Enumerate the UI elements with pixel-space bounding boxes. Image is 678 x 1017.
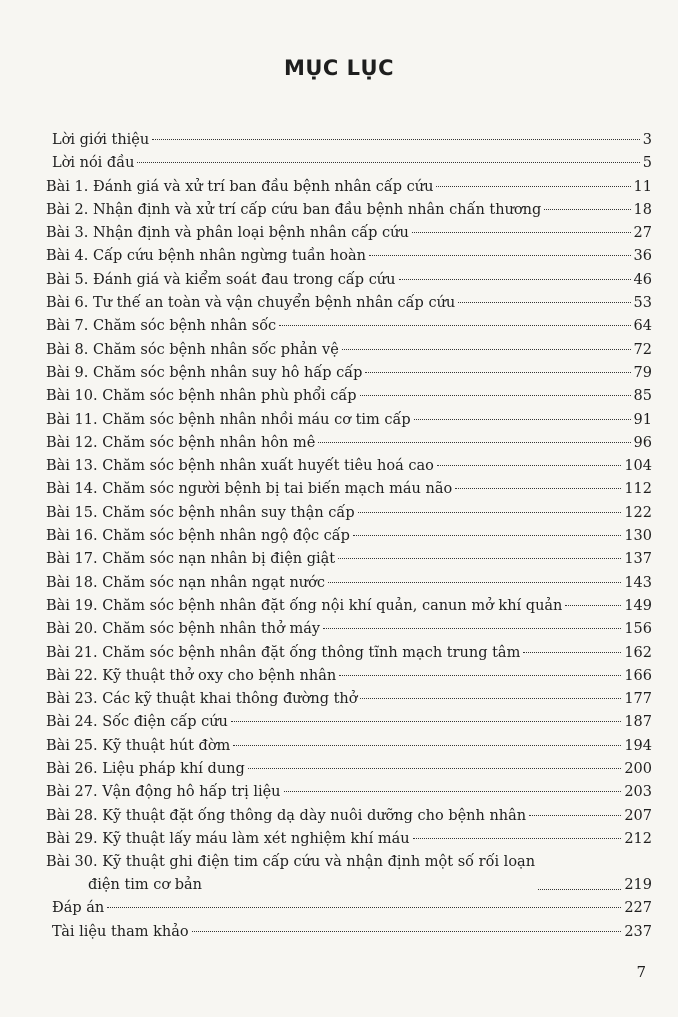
toc-entry	[46, 828, 652, 851]
toc-entry-page: 79	[633, 364, 652, 381]
toc-entry-label: Bài 8. Chăm sóc bệnh nhân sốc phản vệ	[46, 341, 339, 358]
toc-entry-page: 194	[624, 737, 652, 754]
toc-entry-label: Bài 6. Tư thế an toàn và vận chuyển bệnh nhân cấp cứu	[46, 295, 456, 312]
toc-entry-page: 227	[624, 900, 652, 917]
toc-entry-page: 200	[624, 761, 652, 778]
toc-entry-page: 156	[624, 621, 652, 638]
toc-entry	[46, 455, 652, 478]
toc-entry-page: 212	[624, 830, 652, 847]
toc-entry-label: Bài 4. Cấp cứu bệnh nhân ngừng tuần hoàn	[46, 248, 366, 265]
toc-entry	[46, 292, 652, 315]
toc-entry-page: 203	[624, 784, 652, 801]
dot-leader	[544, 209, 630, 210]
toc-entry-page: 237	[624, 923, 652, 940]
dot-leader	[529, 815, 621, 816]
dot-leader	[436, 186, 630, 187]
toc-entry	[46, 711, 652, 734]
toc-entry	[46, 595, 652, 618]
dot-leader	[360, 698, 621, 699]
dot-leader	[399, 279, 631, 280]
toc-entry-label: Bài 27. Vận động hô hấp trị liệu	[46, 784, 281, 801]
toc-entry	[46, 525, 652, 548]
toc-entry-label: Bài 18. Chăm sóc nạn nhân ngạt nước	[46, 574, 325, 591]
toc-entry-label: Bài 12. Chăm sóc bệnh nhân hôn mê	[46, 434, 316, 451]
toc-entry-page: 219	[624, 877, 652, 894]
toc-entry	[46, 572, 652, 595]
toc-entry-page: 166	[624, 667, 652, 684]
toc-entry	[46, 129, 652, 152]
dot-leader	[358, 512, 622, 513]
toc-entry-label: Bài 13. Chăm sóc bệnh nhân xuất huyết tiêu hoá cao	[46, 458, 434, 475]
toc-entry-label: Bài 15. Chăm sóc bệnh nhân suy thận cấp	[46, 504, 355, 521]
toc-entry	[46, 432, 652, 455]
dot-leader	[152, 139, 640, 140]
toc-entry-page: 36	[633, 248, 652, 265]
table-of-contents	[46, 129, 652, 944]
toc-entry-label: Lời giới thiệu	[52, 132, 150, 148]
toc-entry	[46, 245, 652, 268]
toc-entry-page: 3	[642, 132, 652, 148]
dot-leader	[412, 232, 631, 233]
toc-entry	[46, 758, 652, 781]
toc-entry	[46, 409, 652, 432]
toc-entry-label: Bài 25. Kỹ thuật hút đờm	[46, 737, 231, 754]
dot-leader	[353, 535, 621, 536]
dot-leader	[342, 349, 631, 350]
toc-entry-label: Bài 23. Các kỹ thuật khai thông đường thở	[46, 691, 358, 708]
page-title: MỤC LỤC	[283, 56, 395, 80]
toc-entry-label	[46, 851, 535, 897]
toc-entry	[46, 921, 652, 944]
toc-entry-label: Bài 29. Kỹ thuật lấy máu làm xét nghiệm khí máu	[46, 830, 410, 847]
toc-entry	[46, 478, 652, 501]
toc-entry	[46, 269, 652, 292]
toc-entry-label: Bài 5. Đánh giá và kiểm soát đau trong cấp cứu	[46, 271, 396, 288]
toc-entry	[46, 339, 652, 362]
dot-leader	[538, 889, 621, 890]
toc-entry	[46, 152, 652, 175]
toc-entry-page: 64	[633, 318, 652, 335]
dot-leader	[318, 442, 630, 443]
toc-entry-label: Bài 17. Chăm sóc nạn nhân bị điện giật	[46, 551, 336, 568]
toc-entry-label: Bài 11. Chăm sóc bệnh nhân nhồi máu cơ tim cấp	[46, 411, 411, 428]
toc-entry-label: Tài liệu tham khảo	[52, 923, 189, 940]
toc-entry	[46, 897, 652, 920]
page-number: 7	[636, 963, 646, 981]
toc-entry-label: Bài 1. Đánh giá và xử trí ban đầu bệnh nhân cấp cứu	[46, 178, 434, 195]
toc-entry	[46, 851, 652, 897]
dot-leader	[248, 768, 622, 769]
dot-leader	[107, 907, 621, 908]
dot-leader	[458, 302, 630, 303]
toc-entry-page: 96	[633, 434, 652, 451]
toc-entry-label: Bài 20. Chăm sóc bệnh nhân thở máy	[46, 621, 321, 638]
dot-leader	[414, 419, 631, 420]
dot-leader	[323, 628, 621, 629]
toc-entry-label: Bài 3. Nhận định và phân loại bệnh nhân cấp cứu	[46, 225, 409, 242]
toc-entry	[46, 385, 652, 408]
toc-entry-page: 162	[624, 644, 652, 661]
toc-entry-page: 130	[624, 528, 652, 545]
dot-leader	[137, 162, 639, 163]
dot-leader	[369, 255, 631, 256]
toc-entry-label: Bài 24. Sốc điện cấp cứu	[46, 714, 228, 731]
dot-leader	[192, 931, 622, 932]
toc-entry-page: 72	[633, 341, 652, 358]
toc-entry-label: Bài 10. Chăm sóc bệnh nhân phù phổi cấp	[46, 388, 357, 405]
toc-entry-page: 18	[633, 201, 652, 218]
dot-leader	[279, 325, 630, 326]
dot-leader	[455, 488, 621, 489]
toc-entry	[46, 176, 652, 199]
toc-entry-page: 122	[624, 504, 652, 521]
toc-entry-page: 104	[624, 458, 652, 475]
toc-entry-label: Lời nói đầu	[52, 155, 135, 172]
toc-entry	[46, 781, 652, 804]
toc-entry	[46, 548, 652, 571]
dot-leader	[338, 558, 621, 559]
toc-entry-label: Bài 21. Chăm sóc bệnh nhân đặt ống thông tĩnh mạch trung tâm	[46, 644, 521, 661]
toc-entry-page: 91	[633, 411, 652, 428]
toc-entry-page: 207	[624, 807, 652, 824]
toc-entry	[46, 362, 652, 385]
toc-entry-label: Bài 28. Kỹ thuật đặt ống thông dạ dày nuôi dưỡng cho bệnh nhân	[46, 807, 527, 824]
toc-entry	[46, 665, 652, 688]
toc-entry-page: 112	[624, 481, 652, 498]
toc-entry-page: 85	[633, 388, 652, 405]
toc-entry	[46, 315, 652, 338]
toc-entry	[46, 199, 652, 222]
dot-leader	[413, 838, 622, 839]
dot-leader	[328, 582, 621, 583]
toc-entry-label-line2: điện tim cơ bản	[88, 877, 202, 894]
toc-entry-label: Đáp án	[52, 900, 105, 917]
dot-leader	[565, 605, 621, 606]
toc-entry-page: 143	[624, 574, 652, 591]
toc-entry	[46, 222, 652, 245]
toc-entry-label: Bài 19. Chăm sóc bệnh nhân đặt ống nội khí quản, canun mở khí quản	[46, 597, 563, 614]
toc-entry	[46, 735, 652, 758]
toc-entry-label: Bài 26. Liệu pháp khí dung	[46, 761, 245, 778]
dot-leader	[365, 372, 630, 373]
toc-entry-label-line1: Bài 30. Kỹ thuật ghi điện tim cấp cứu và nhận định một số rối loạn	[46, 854, 536, 871]
toc-entry-label: Bài 2. Nhận định và xử trí cấp cứu ban đầu bệnh nhân chấn thương	[46, 201, 542, 218]
dot-leader	[360, 395, 631, 396]
toc-entry	[46, 618, 652, 641]
dot-leader	[231, 721, 621, 722]
dot-leader	[523, 652, 621, 653]
toc-entry-page: 27	[633, 225, 652, 242]
toc-entry-label: Bài 14. Chăm sóc người bệnh bị tai biến mạch máu não	[46, 481, 453, 498]
toc-entry	[46, 688, 652, 711]
toc-entry-label: Bài 9. Chăm sóc bệnh nhân suy hô hấp cấp	[46, 364, 363, 381]
toc-entry-page: 5	[642, 155, 652, 172]
toc-entry-page: 46	[633, 271, 652, 288]
toc-entry-page: 53	[633, 295, 652, 312]
dot-leader	[284, 791, 622, 792]
toc-entry-label: Bài 16. Chăm sóc bệnh nhân ngộ độc cấp	[46, 528, 350, 545]
toc-entry	[46, 502, 652, 525]
toc-entry-page: 187	[624, 714, 652, 731]
toc-entry	[46, 642, 652, 665]
toc-entry-page: 149	[624, 597, 652, 614]
dot-leader	[437, 465, 621, 466]
toc-entry-page: 177	[624, 691, 652, 708]
toc-entry-page: 137	[624, 551, 652, 568]
toc-entry-label: Bài 22. Kỹ thuật thở oxy cho bệnh nhân	[46, 667, 337, 684]
dot-leader	[233, 745, 621, 746]
dot-leader	[339, 675, 621, 676]
toc-entry-label: Bài 7. Chăm sóc bệnh nhân sốc	[46, 318, 277, 335]
toc-entry	[46, 805, 652, 828]
toc-entry-page: 11	[633, 178, 652, 195]
